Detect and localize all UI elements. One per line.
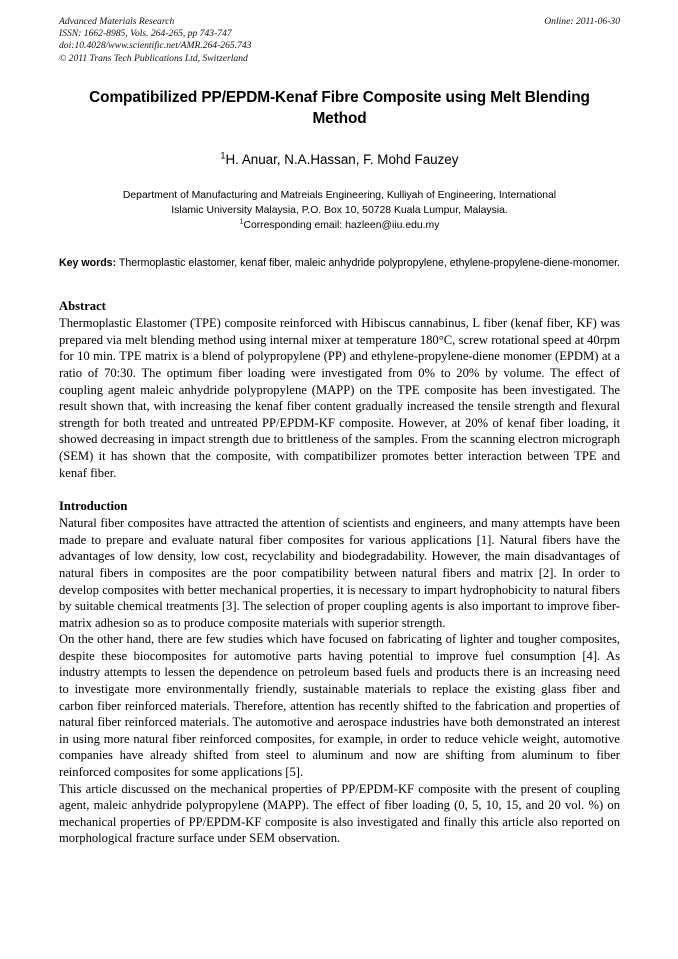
- keywords-text: Thermoplastic elastomer, kenaf fiber, maleic anhydride polypropylene, ethylene-propylene-diene-monomer.: [116, 256, 620, 269]
- introduction-paragraph-1: Natural fiber composites have attracted the attention of scientists and engineers, and many attempts have been made to prepare and evaluate natural fiber composites for various applications [1]. Natural fibers have the advantages of low density, low cost, recyclability and biodegradability. However, the main disadvantages of natural fibers in composites are the poor compatibility between natural fibers and matrix [2]. In order to develop composites with better mechanical properties, it is necessary to impart hydrophobicity to natural fibers by suitable chemical treatments [3]. The selection of proper coupling agents is also important to improve fiber-matrix adhesion so as to produce composite materials with superior strength.: [59, 516, 620, 630]
- corresponding-author-marker: 1: [239, 218, 244, 226]
- abstract-paragraph: Thermoplastic Elastomer (TPE) composite reinforced with Hibiscus cannabinus, L fiber (kenaf fiber, KF) was prepared via melt blending method using internal mixer at temperature 180°C, screw rotational speed at 40rpm for 10 min. TPE matrix is a blend of polypropylene (PP) and ethylene-propylene-diene monomer (EPDM) at a ratio of 70:30. The optimum fiber loading were investigated from 0% to 20% by volume. The effect of coupling agent maleic anhydride polypropylene (MAPP) on the TPE composite has been investigated. The result shown that, with increasing the kenaf fiber content gradually increased the tensile strength and flexural strength for both treated and untreated PP/EPDM-KF composite. However, at 20% of kenaf fiber loading, it showed decreasing in impact strength due to brittleness of the samples. From the scanning electron micrograph (SEM) it has shown that the composite, with compatibilizer promotes better interaction between TPE and kenaf fiber.: [59, 316, 620, 480]
- affiliation-line-1: Department of Manufacturing and Matreials Engineering, Kulliyah of Engineering, International: [122, 190, 557, 201]
- journal-copyright-line: © 2011 Trans Tech Publications Ltd, Switzerland: [59, 52, 248, 64]
- journal-name: Advanced Materials Research: [59, 16, 175, 27]
- corresponding-email-text: Corresponding email: hazleen@iiu.edu.my: [243, 220, 440, 232]
- introduction-paragraph-3: This article discussed on the mechanical properties of PP/EPDM-KF composite with the present of coupling agent, maleic anhydride polypropylene (MAPP). The effect of fiber loading (0, 5, 10, 15, and 20 vol. %) on mechanical properties of PP/EPDM-KF composite is also investigated and finally this article also reported on morphological fracture surface under SEM observation.: [59, 781, 620, 846]
- corresponding-email-line: [71, 218, 608, 233]
- keywords-block: [59, 256, 620, 272]
- journal-doi-line: doi:10.4028/www.scientific.net/AMR.264-265.743: [59, 40, 252, 52]
- abstract-heading: Abstract: [59, 299, 106, 314]
- affiliation-line-2: Islamic University Malaysia, P.O. Box 10, 50728 Kuala Lumpur, Malaysia.: [171, 205, 508, 217]
- keywords-label: Key words:: [59, 256, 117, 269]
- journal-header: [59, 16, 620, 68]
- author-list: [59, 151, 620, 168]
- author-names: H. Anuar, N.A.Hassan, F. Mohd Fauzey: [225, 152, 459, 167]
- journal-issn-line: ISSN: 1662-8985, Vols. 264-265, pp 743-747: [59, 28, 232, 40]
- journal-header-left: [59, 16, 479, 65]
- online-publication-date: Online: 2011-06-30: [544, 16, 620, 27]
- introduction-heading: Introduction: [59, 499, 128, 514]
- affiliation-block: [59, 188, 620, 234]
- author-affiliation-marker: 1: [220, 150, 226, 161]
- page-title: Compatibilized PP/EPDM-Kenaf Fibre Composite using Melt Blending Method: [89, 89, 590, 127]
- introduction-paragraph-2: On the other hand, there are few studies which have focused on fabricating of lighter and tougher composites, despite these biocomposites for automotive parts having potential to improve fuel consumption [4]. As industry attempts to lessen the dependence on petroleum based fuels and products there is an increasing need to investigate more environmentally friendly, sustainable materials to replace the existing glass fiber and carbon fiber reinforced materials. Therefore, attention has recently shifted to the fabrication and properties of natural fiber reinforced materials. The automotive and aerospace industries have both demonstrated an interest in using more natural fiber reinforced composites, for example, in order to reduce vehicle weight, automotive companies have already shifted from steel to aluminum and now are shifting from aluminum to fiber reinforced composites for some applications [5].: [59, 632, 620, 780]
- page-content-column: [59, 16, 620, 847]
